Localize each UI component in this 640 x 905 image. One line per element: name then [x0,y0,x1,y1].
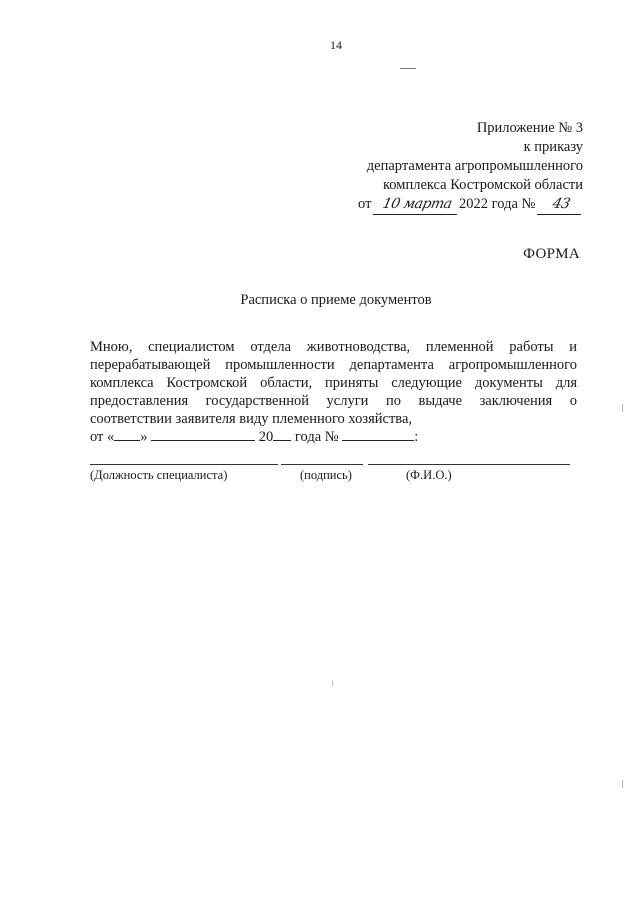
number-blank [342,428,414,441]
year-prefix: 20 [258,429,274,445]
approval-line-3: департамента агропромышленного [366,158,583,174]
scan-mark-right [622,404,623,412]
scan-mark-right-lower [622,780,623,788]
body-date-line [90,428,577,446]
position-line [90,464,278,465]
position-caption: (Должность специалиста) [90,468,228,482]
from-label: от [358,196,372,212]
quote-close: » [140,429,148,445]
month-blank [151,428,255,441]
handwritten-date: 10 марта [373,195,461,215]
signature-caption: (подпись) [300,468,352,482]
name-caption: (Ф.И.О.) [406,468,452,482]
from-prefix: от « [90,429,115,445]
body-paragraph [90,338,577,446]
approval-line-1: Приложение № 3 [476,120,583,136]
body-text: Мною, специалистом отдела животноводства, племенной работы и перерабатывающей промышленности департамента агропромышленного комплекса Костромской области, приняты следующие документы для предоставления государственной услуги по выдаче заключения о соответствии заявителя виду племенного хозяйства, [90,339,577,427]
scan-mark [400,68,416,69]
signature-line [281,464,363,465]
number-label: года № [294,429,339,445]
year-text: 2022 года № [459,196,536,212]
approval-line-2: к приказу [523,139,583,155]
page-number: 14 [330,38,342,52]
day-blank [114,428,140,441]
form-label: ФОРМА [523,246,580,262]
approval-line-4: комплекса Костромской области [382,177,583,193]
handwritten-number: 43 [537,195,585,215]
colon: : [414,429,419,445]
name-line [368,464,570,465]
approval-date-line [358,195,583,215]
document-title: Расписка о приеме документов [240,292,432,308]
year-blank [273,428,291,441]
scan-mark-lower [332,680,333,686]
approval-block [358,119,583,215]
